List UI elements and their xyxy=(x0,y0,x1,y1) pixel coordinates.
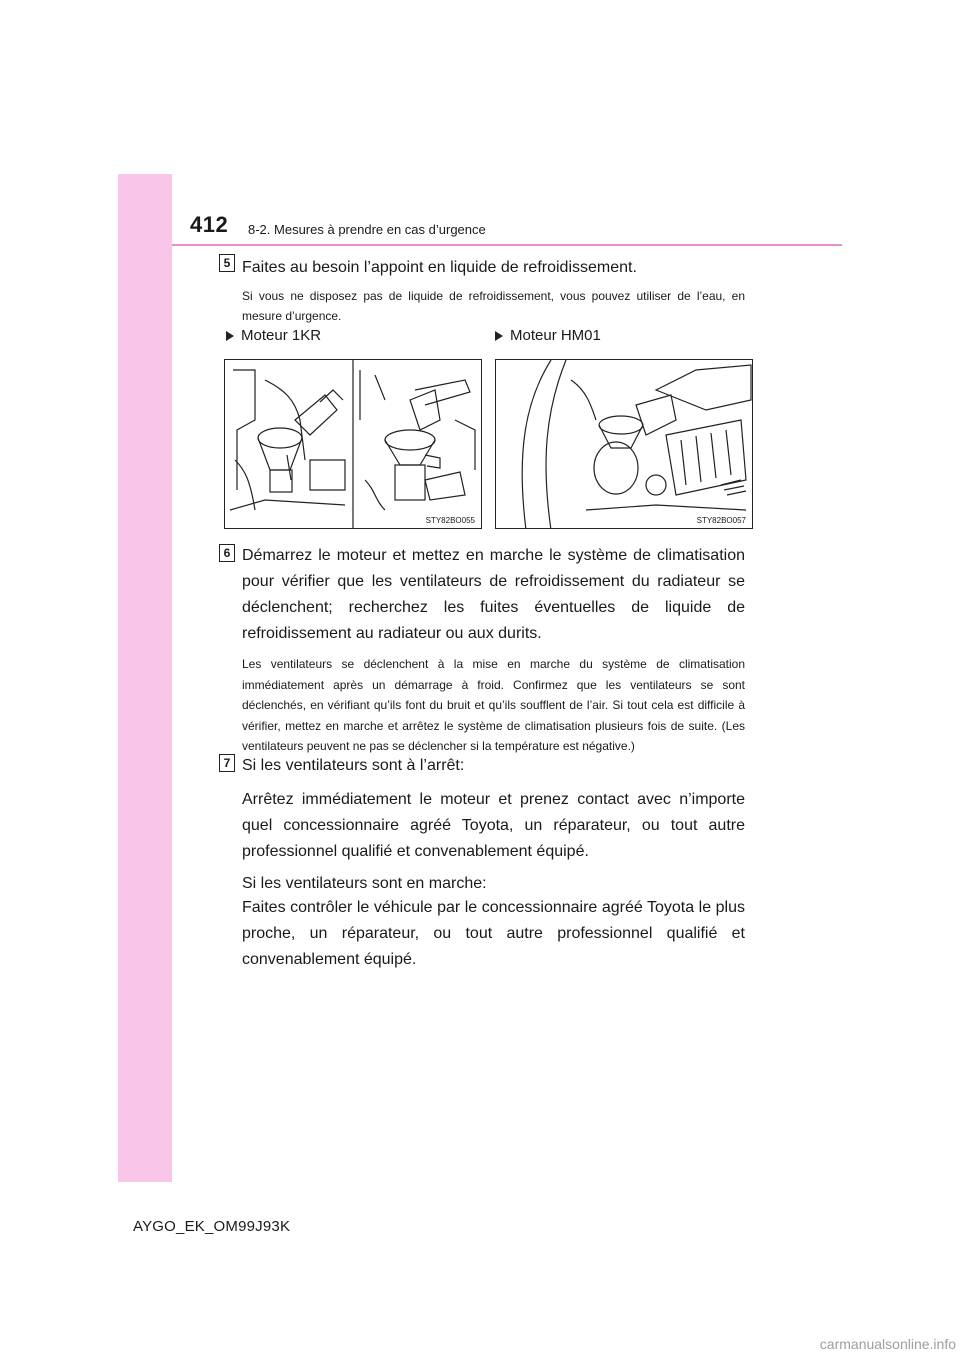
engine-hm01-illustration xyxy=(495,359,753,529)
figure-2-label xyxy=(495,327,601,344)
step-6-title: Démarrez le moteur et mettez en marche le système de climatisation pour vérifier que les ventilateurs de refroidissement du radiateur se déclenchent; recherchez les fuites éventuelles de liquide de refroidissement au radiateur ou aux durits. xyxy=(242,547,745,642)
step-6-badge: 6 xyxy=(219,544,235,562)
triangle-bullet-icon xyxy=(226,331,234,341)
figure-1-code: STY82BO055 xyxy=(425,516,475,525)
step-7-case1-text: Arrêtez immédiatement le moteur et prenez contact avec n’importe quel concessionnaire agréé Toyota, un réparateur, ou tout autre professionnel qualifié et convenablement équipé. xyxy=(242,791,745,860)
step-7-content xyxy=(242,753,745,973)
step-5-content xyxy=(242,255,745,326)
side-thumb-band xyxy=(118,174,172,1182)
figure-2-label-text: Moteur HM01 xyxy=(510,327,601,344)
triangle-bullet-icon xyxy=(495,331,503,341)
figure-1-label xyxy=(226,327,321,344)
step-7-badge: 7 xyxy=(219,754,235,772)
figure-2-code: STY82BO057 xyxy=(696,516,746,525)
watermark: carmanualsonline.info xyxy=(819,1336,956,1352)
header-rule xyxy=(172,244,842,246)
step-5-title: Faites au besoin l’appoint en liquide de refroidissement. xyxy=(242,259,637,276)
engine-1kr-drawing xyxy=(225,360,482,529)
page-number: 412 xyxy=(190,212,229,237)
step-6-content xyxy=(242,543,745,757)
section-title: 8-2. Mesures à prendre en cas d’urgence xyxy=(248,222,486,237)
step-5-note: Si vous ne disposez pas de liquide de refroidissement, vous pouvez utiliser de l’eau, en mesure d’urgence. xyxy=(242,289,745,323)
step-7-case2-text: Faites contrôler le véhicule par le concessionnaire agréé Toyota le plus proche, un réparateur, ou tout autre professionnel qualifié et convenablement équipé. xyxy=(242,899,745,968)
document-code: AYGO_EK_OM99J93K xyxy=(133,1218,291,1235)
engine-1kr-illustration xyxy=(224,359,482,529)
step-7-case1-title: Si les ventilateurs sont à l’arrêt: xyxy=(242,757,465,774)
step-7-case2-title: Si les ventilateurs sont en marche: xyxy=(242,875,487,892)
engine-hm01-drawing xyxy=(496,360,753,529)
figure-1-label-text: Moteur 1KR xyxy=(241,327,322,344)
step-5-badge: 5 xyxy=(219,254,235,272)
step-6-note: Les ventilateurs se déclenchent à la mise en marche du système de climatisation immédiatement après un démarrage à froid. Confirmez que les ventilateurs se sont déclenchés, en vérifiant qu’ils font du bruit et qu’ils soufflent de l’air. Si tout cela est difficile à vérifier, mettez en marche et arrêtez le système de climatisation plusieurs fois de suite. (Les ventilateurs peuvent ne pas se déclencher si la température est négative.) xyxy=(242,657,745,753)
